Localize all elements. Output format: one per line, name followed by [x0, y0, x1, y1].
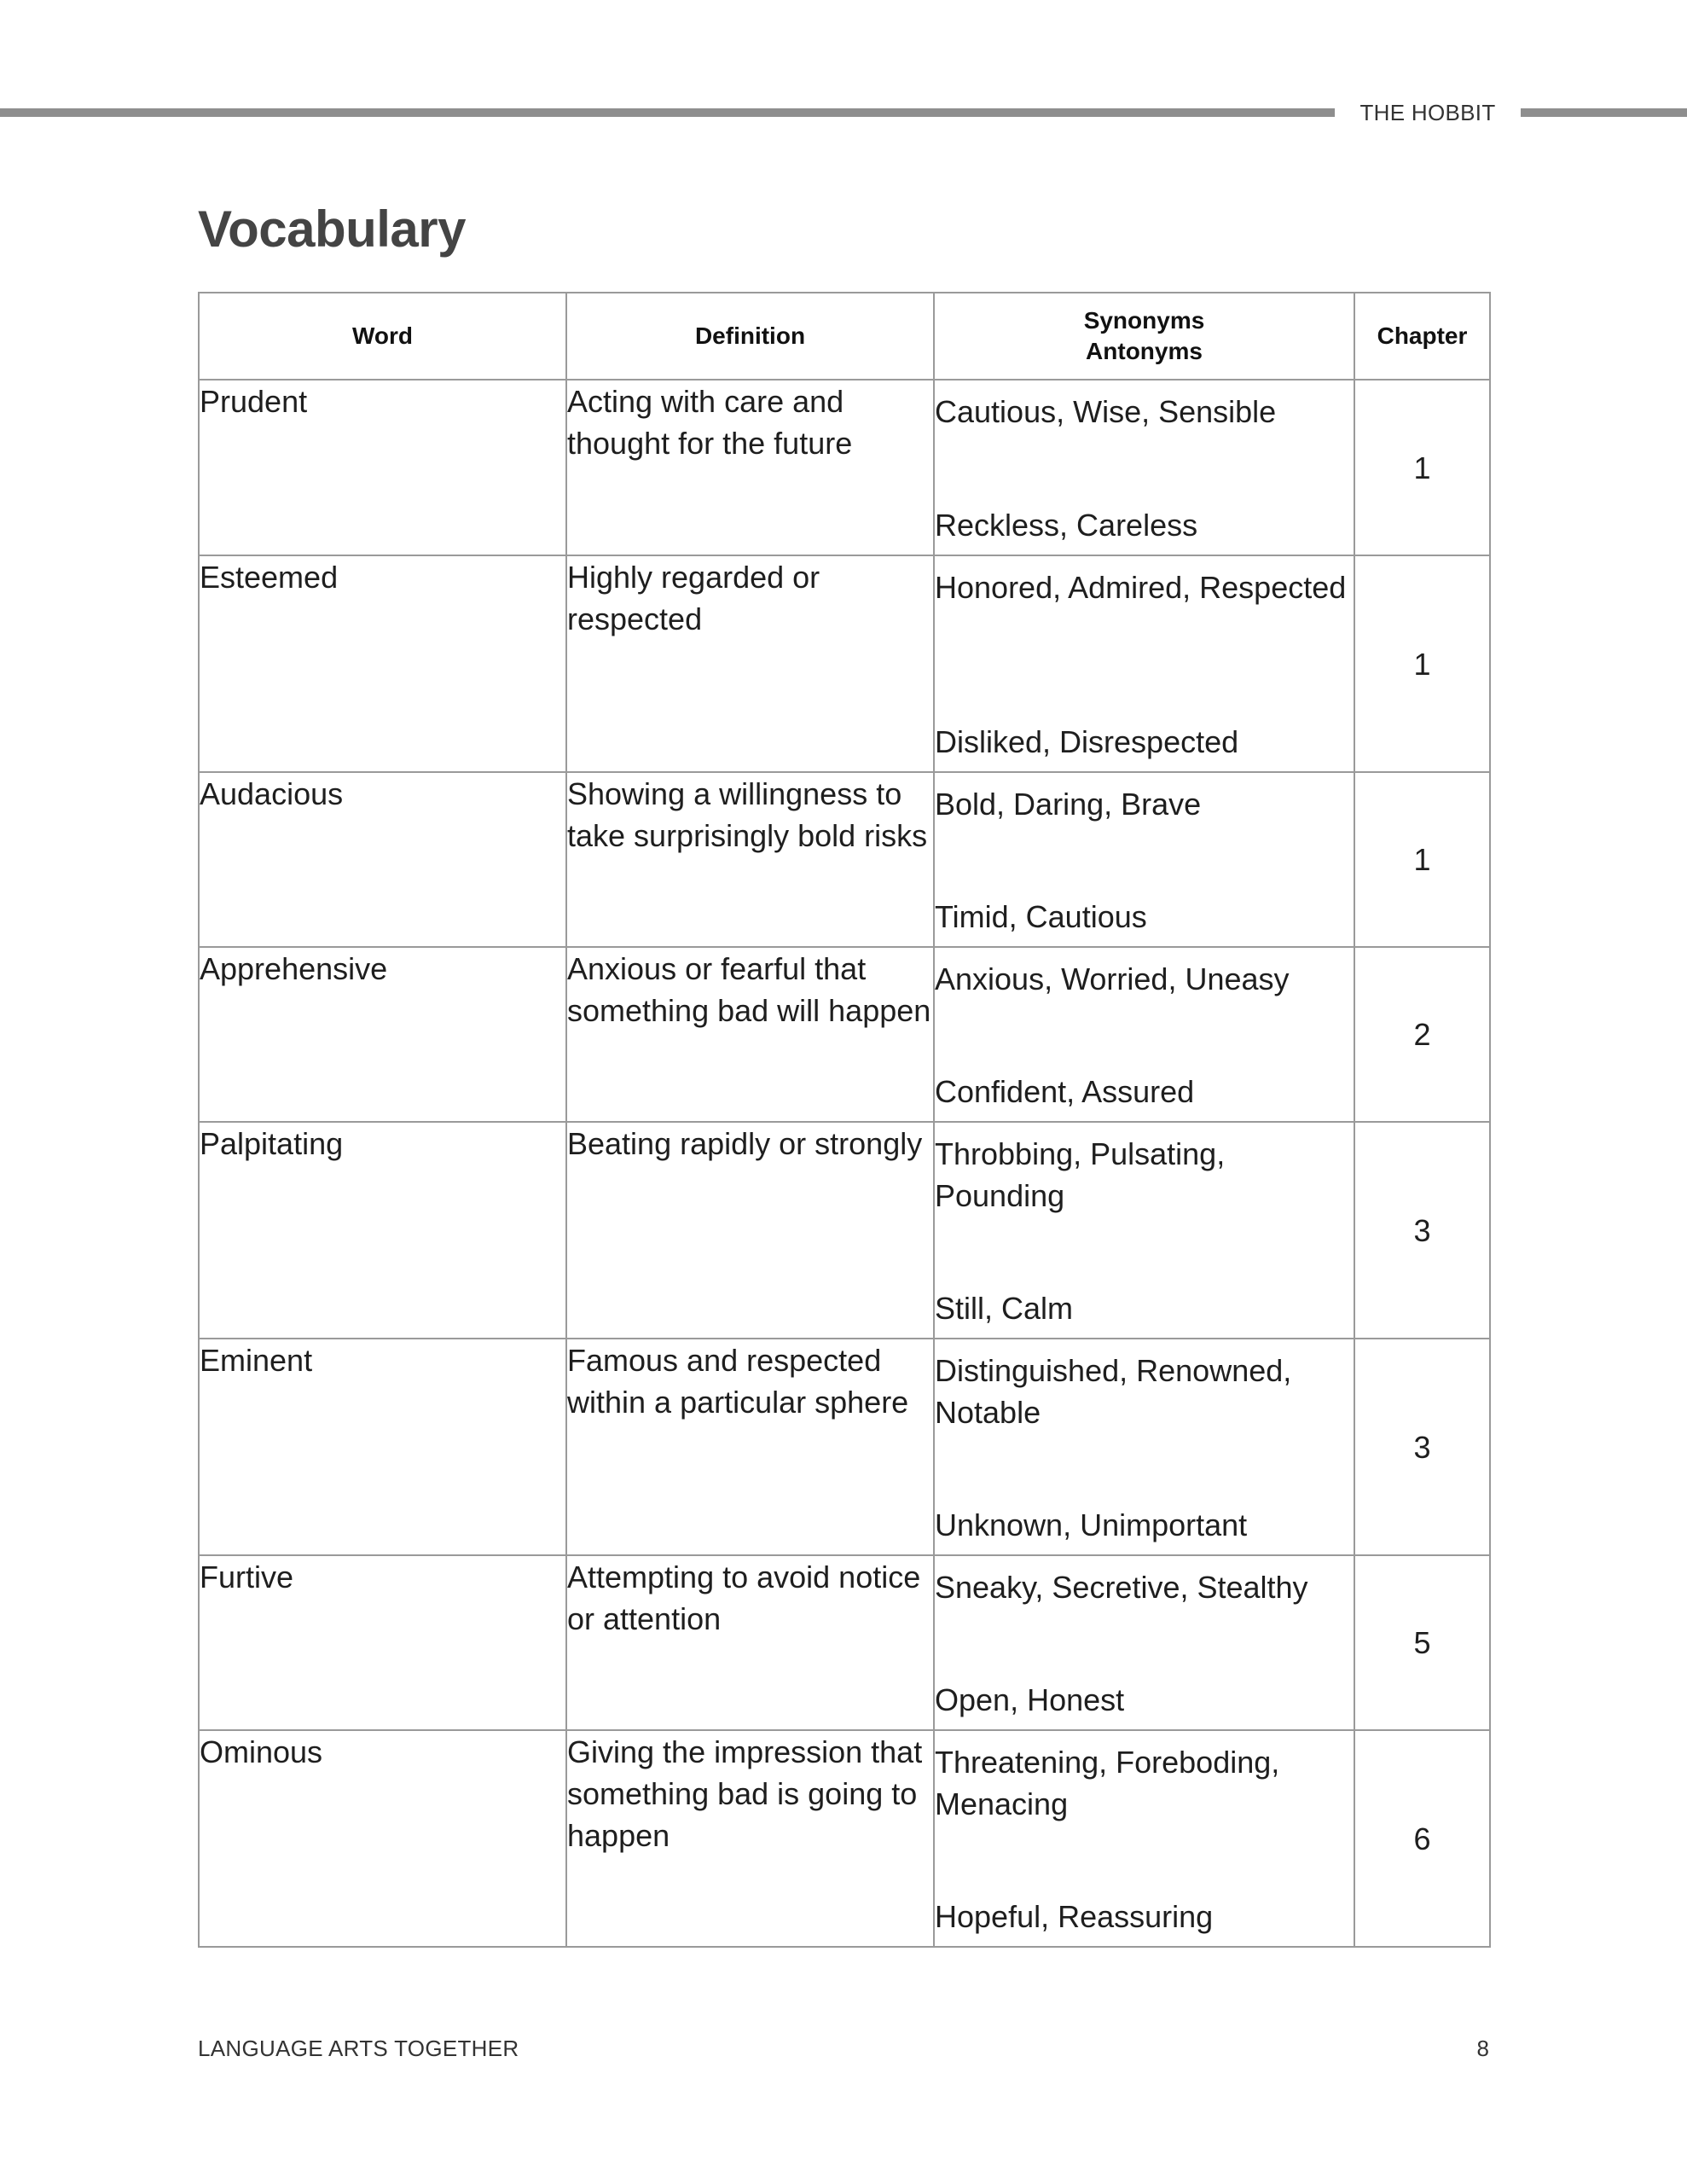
chapter-cell: 1 — [1354, 772, 1490, 947]
synonyms-antonyms-cell — [934, 772, 1354, 947]
antonyms-text: Hopeful, Reassuring — [935, 1899, 1214, 1934]
column-header-antonyms: Antonyms — [1086, 338, 1203, 364]
synonyms-text: Anxious, Worried, Uneasy — [935, 961, 1290, 996]
synonyms-text: Bold, Daring, Brave — [935, 787, 1202, 822]
synonyms-text: Threatening, Foreboding, Menacing — [935, 1745, 1280, 1821]
word-cell: Audacious — [199, 772, 566, 947]
definition-cell: Famous and respected within a particular sphere — [566, 1339, 934, 1555]
synonyms-text: Honored, Admired, Respected — [935, 570, 1347, 605]
synonyms-text: Cautious, Wise, Sensible — [935, 394, 1277, 429]
table-row — [199, 1555, 1490, 1730]
synonyms-antonyms-cell — [934, 1122, 1354, 1339]
antonyms-text: Still, Calm — [935, 1291, 1074, 1326]
page-number: 8 — [1476, 2036, 1489, 2061]
definition-cell: Attempting to avoid notice or attention — [566, 1555, 934, 1730]
synonyms-text: Sneaky, Secretive, Stealthy — [935, 1570, 1308, 1605]
definition-cell: Anxious or fearful that something bad will happen — [566, 947, 934, 1122]
book-title: THE HOBBIT — [1359, 100, 1496, 125]
table-row — [199, 1339, 1490, 1555]
column-header-chapter: Chapter — [1354, 293, 1490, 380]
table-row — [199, 1730, 1490, 1947]
antonyms-text: Reckless, Careless — [935, 508, 1198, 543]
word-cell: Ominous — [199, 1730, 566, 1947]
definition-cell: Beating rapidly or strongly — [566, 1122, 934, 1339]
word-cell: Apprehensive — [199, 947, 566, 1122]
column-header-synonyms-antonyms — [934, 293, 1354, 380]
chapter-cell: 1 — [1354, 555, 1490, 772]
word-cell: Esteemed — [199, 555, 566, 772]
synonyms-antonyms-cell — [934, 947, 1354, 1122]
definition-cell: Highly regarded or respected — [566, 555, 934, 772]
chapter-cell: 6 — [1354, 1730, 1490, 1947]
synonyms-antonyms-cell — [934, 1555, 1354, 1730]
table-row — [199, 380, 1490, 555]
table-row — [199, 555, 1490, 772]
synonyms-antonyms-cell — [934, 1339, 1354, 1555]
vocabulary-table — [198, 292, 1491, 1948]
synonyms-antonyms-cell — [934, 1730, 1354, 1947]
definition-cell: Showing a willingness to take surprisingly bold risks — [566, 772, 934, 947]
chapter-cell: 2 — [1354, 947, 1490, 1122]
antonyms-text: Open, Honest — [935, 1682, 1125, 1717]
synonyms-text: Distinguished, Renowned, Notable — [935, 1353, 1292, 1430]
definition-cell: Giving the impression that something bad is going to happen — [566, 1730, 934, 1947]
chapter-cell: 3 — [1354, 1339, 1490, 1555]
antonyms-text: Timid, Cautious — [935, 899, 1147, 934]
header-rule-left — [0, 108, 1335, 117]
chapter-cell: 5 — [1354, 1555, 1490, 1730]
chapter-cell: 3 — [1354, 1122, 1490, 1339]
antonyms-text: Unknown, Unimportant — [935, 1507, 1248, 1542]
table-row — [199, 772, 1490, 947]
word-cell: Prudent — [199, 380, 566, 555]
definition-cell: Acting with care and thought for the future — [566, 380, 934, 555]
header-rule-right — [1521, 108, 1687, 117]
synonyms-antonyms-cell — [934, 380, 1354, 555]
column-header-word: Word — [199, 293, 566, 380]
word-cell: Furtive — [199, 1555, 566, 1730]
footer-series-title: LANGUAGE ARTS TOGETHER — [198, 2036, 519, 2061]
column-header-synonyms: Synonyms — [1083, 307, 1205, 334]
table-header-row — [199, 293, 1490, 380]
antonyms-text: Disliked, Disrespected — [935, 724, 1239, 759]
synonyms-text: Throbbing, Pulsating, Pounding — [935, 1136, 1226, 1213]
column-header-definition: Definition — [566, 293, 934, 380]
page-title: Vocabulary — [198, 200, 467, 258]
chapter-cell: 1 — [1354, 380, 1490, 555]
table-row — [199, 1122, 1490, 1339]
word-cell: Eminent — [199, 1339, 566, 1555]
antonyms-text: Confident, Assured — [935, 1074, 1195, 1109]
synonyms-antonyms-cell — [934, 555, 1354, 772]
word-cell: Palpitating — [199, 1122, 566, 1339]
table-row — [199, 947, 1490, 1122]
